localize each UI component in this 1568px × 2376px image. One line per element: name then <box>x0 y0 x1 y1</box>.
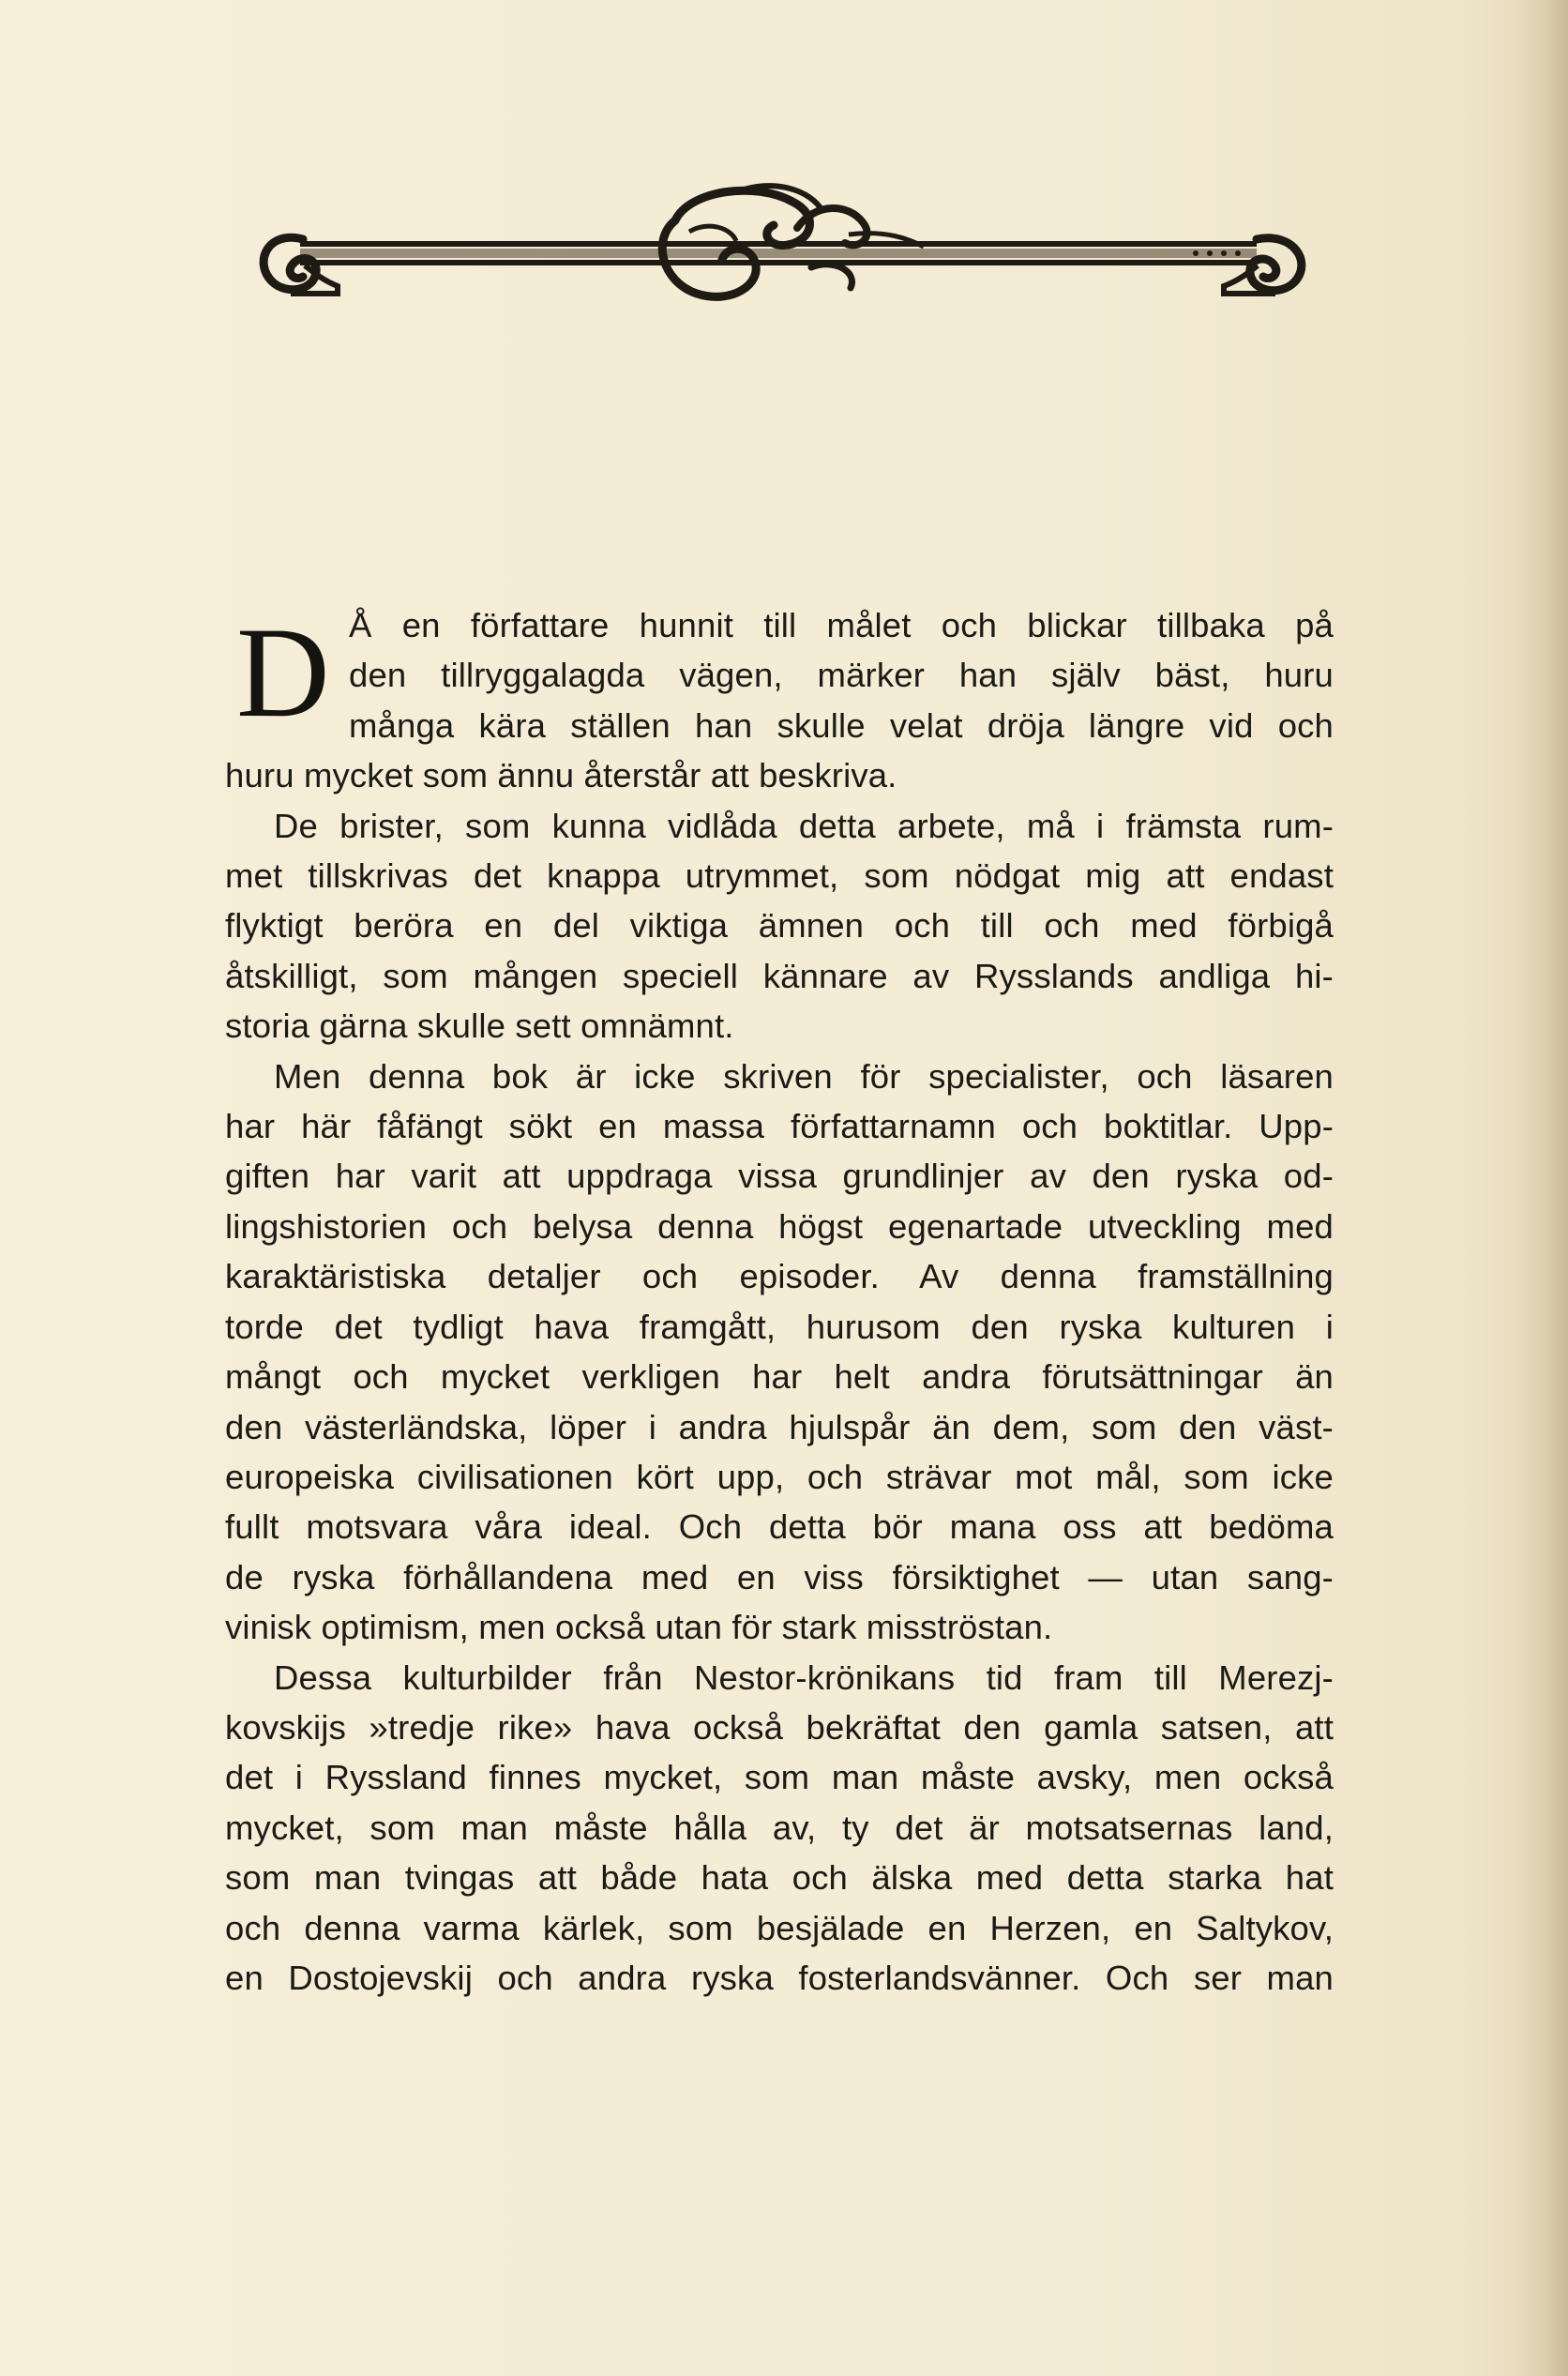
text-line: torde det tydligt hava framgått, hurusom den ryska kulturen i <box>225 1307 1334 1346</box>
text-line: mångt och mycket verkligen har helt andra förutsättningar än <box>225 1357 1334 1397</box>
text-line: har här fåfängt sökt en massa författarnamn och boktitlar. Upp- <box>225 1107 1334 1146</box>
text-line: europeiska civilisationen kört upp, och strävar mot mål, som icke <box>225 1457 1334 1496</box>
text-line: många kära ställen han skulle velat dröja längre vid och <box>349 705 1334 745</box>
text-line: kovskijs »tredje rike» hava också bekräftat den gamla satsen, att <box>225 1707 1334 1747</box>
page-edge-shadow <box>1512 0 1568 2376</box>
paragraph-1 <box>225 600 1334 801</box>
paragraph-3 <box>225 1052 1334 1653</box>
paragraph-2 <box>225 801 1334 1052</box>
decorative-scroll-headpiece-icon <box>249 183 1318 328</box>
text-line: fullt motsvara våra ideal. Och detta bör mana oss att bedöma <box>225 1507 1334 1547</box>
text-line: met tillskrivas det knappa utrymmet, som nödgat mig att endast <box>225 856 1334 896</box>
text-line: flyktigt beröra en del viktiga ämnen och till och med förbigå <box>225 906 1334 946</box>
text-line: det i Ryssland finnes mycket, som man måste avsky, men också <box>225 1758 1334 1797</box>
text-line: som man tvingas att både hata och älska med detta starka hat <box>225 1858 1334 1898</box>
paragraph-4 <box>225 1653 1334 2004</box>
text-line: huru mycket som ännu återstår att beskriva. <box>225 756 897 795</box>
text-line: de ryska förhållandena med en viss försiktighet — utan sang- <box>225 1557 1334 1597</box>
drop-cap: D <box>236 600 330 744</box>
text-line: Å en författare hunnit till målet och blickar tillbaka på <box>349 606 1334 644</box>
text-line: och denna varma kärlek, som besjälade en Herzen, en Saltykov, <box>225 1908 1334 1947</box>
text-line: De brister, som kunna vidlåda detta arbete, må i främsta rum- <box>274 806 1334 845</box>
text-line: en Dostojevskij och andra ryska fosterlandsvänner. Och ser man <box>225 1958 1334 1997</box>
text-line: lingshistorien och belysa denna högst egenartade utveckling med <box>225 1206 1334 1246</box>
text-line: den tillryggalagda vägen, märker han själv bäst, huru <box>349 656 1334 695</box>
text-line: vinisk optimism, men också utan för stark misströstan. <box>225 1608 1053 1647</box>
text-line: storia gärna skulle sett omnämnt. <box>225 1006 734 1046</box>
text-line: Men denna bok är icke skriven för specialister, och läsaren <box>274 1056 1334 1096</box>
text-line: karaktäristiska detaljer och episoder. Av denna framställning <box>225 1257 1334 1296</box>
text-line: Dessa kulturbilder från Nestor-krönikans tid fram till Merezj- <box>274 1657 1334 1697</box>
body-text <box>225 600 1334 2003</box>
text-line: mycket, som man måste hålla av, ty det är motsatsernas land, <box>225 1808 1334 1847</box>
text-line: åtskilligt, som mången speciell kännare av Rysslands andliga hi- <box>225 956 1334 995</box>
text-line: den västerländska, löper i andra hjulspår än dem, som den väst- <box>225 1407 1334 1446</box>
text-line: giften har varit att uppdraga vissa grundlinjer av den ryska od- <box>225 1157 1334 1196</box>
